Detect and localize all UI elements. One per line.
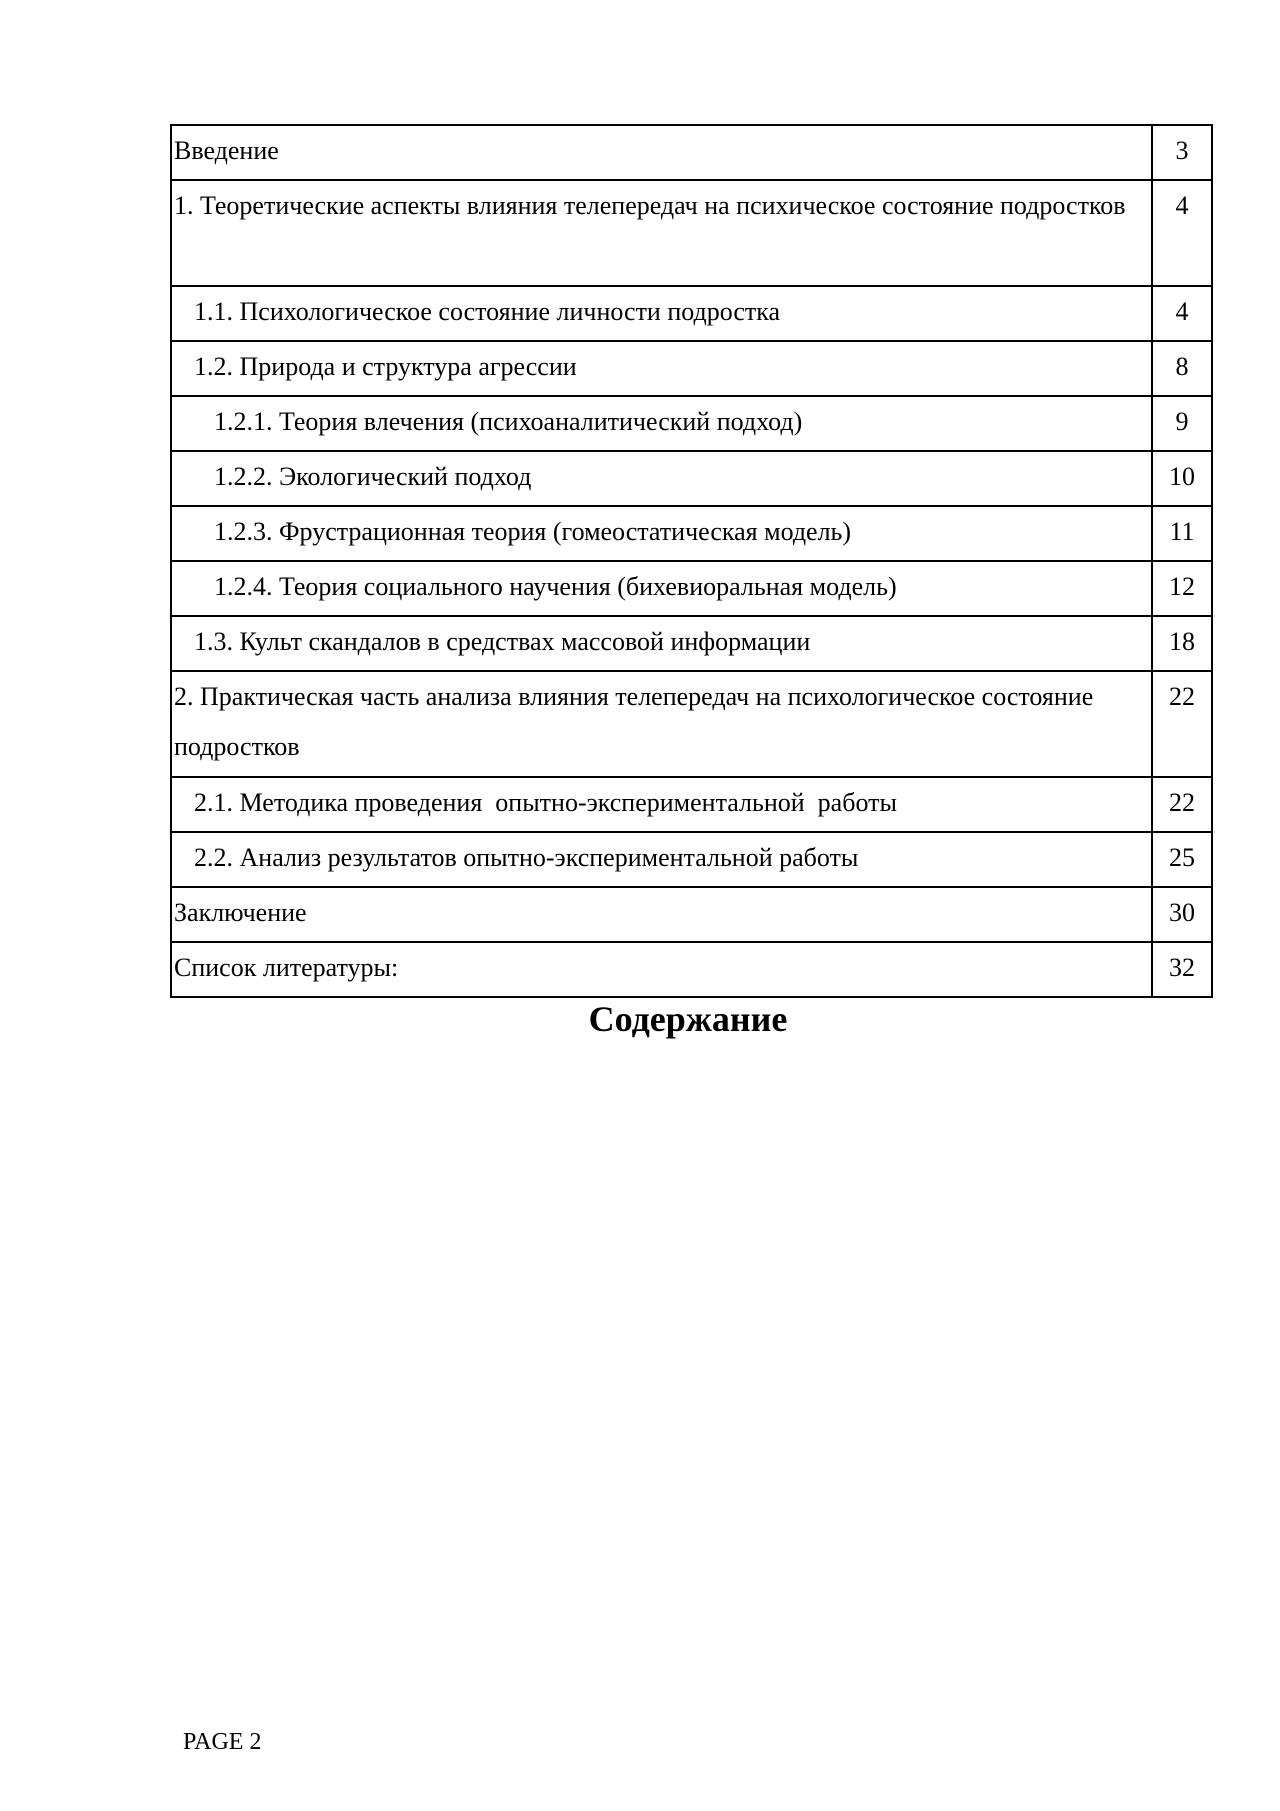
toc-row xyxy=(171,125,1212,180)
toc-row xyxy=(171,180,1212,286)
toc-entry-title xyxy=(171,887,1152,942)
toc-entry-text: 1.2.2. Экологический подход xyxy=(214,462,532,491)
toc-row xyxy=(171,942,1212,997)
toc-entry-text: Введение xyxy=(174,136,279,165)
toc-entry-text: 1.2.4. Теория социального научения (бихевиоральная модель) xyxy=(214,572,897,601)
toc-entry-text: Заключение xyxy=(174,898,307,927)
toc-row xyxy=(171,286,1212,341)
toc-entry-page: 11 xyxy=(1152,506,1212,561)
toc-entry-page: 30 xyxy=(1152,887,1212,942)
toc-row xyxy=(171,832,1212,887)
toc-entry-title xyxy=(171,180,1152,286)
toc-entry-text: 1.2.3. Фрустрационная теория (гомеостатическая модель) xyxy=(214,517,852,546)
toc-row xyxy=(171,396,1212,451)
toc-entry-page: 4 xyxy=(1152,286,1212,341)
toc-entry-page: 18 xyxy=(1152,616,1212,671)
toc-entry-page: 8 xyxy=(1152,341,1212,396)
toc-entry-title xyxy=(171,506,1152,561)
table-of-contents xyxy=(170,124,1213,998)
toc-entry-page: 32 xyxy=(1152,942,1212,997)
toc-row xyxy=(171,451,1212,506)
toc-entry-title xyxy=(171,451,1152,506)
toc-entry-page: 3 xyxy=(1152,125,1212,180)
toc-entry-title xyxy=(171,341,1152,396)
toc-entry-text: 1.2. Природа и структура агрессии xyxy=(194,352,577,381)
toc-entry-title xyxy=(171,942,1152,997)
toc-row xyxy=(171,671,1212,777)
toc-entry-title xyxy=(171,396,1152,451)
toc-entry-page: 10 xyxy=(1152,451,1212,506)
toc-entry-title xyxy=(171,777,1152,832)
toc-entry-page: 25 xyxy=(1152,832,1212,887)
toc-row xyxy=(171,341,1212,396)
toc-entry-title xyxy=(171,125,1152,180)
toc-row xyxy=(171,777,1212,832)
toc-entry-page: 22 xyxy=(1152,777,1212,832)
toc-entry-title xyxy=(171,616,1152,671)
toc-entry-title xyxy=(171,671,1152,777)
toc-entry-title xyxy=(171,286,1152,341)
toc-row xyxy=(171,506,1212,561)
toc-entry-text: Список литературы: xyxy=(174,953,399,982)
toc-entry-page: 9 xyxy=(1152,396,1212,451)
toc-row xyxy=(171,561,1212,616)
toc-entry-text: 2. Практическая часть анализа влияния телепередач на психологическое состояние подростков xyxy=(174,682,1100,761)
toc-entry-text: 1. Теоретические аспекты влияния телепередач на психическое состояние подростков xyxy=(174,191,1126,220)
toc-row xyxy=(171,887,1212,942)
toc-entry-text: 2.2. Анализ результатов опытно-экспериментальной работы xyxy=(194,843,859,872)
toc-entry-page: 4 xyxy=(1152,180,1212,286)
toc-entry-title xyxy=(171,561,1152,616)
toc-entry-text: 1.3. Культ скандалов в средствах массовой информации xyxy=(194,627,811,656)
toc-entry-page: 22 xyxy=(1152,671,1212,777)
toc-entry-page: 12 xyxy=(1152,561,1212,616)
document-heading: Содержание xyxy=(588,999,788,1039)
toc-entry-text: 1.1. Психологическое состояние личности подростка xyxy=(194,297,781,326)
toc-entry-text: 2.1. Методика проведения опытно-экспериментальной работы xyxy=(194,788,897,817)
page-number-footer: PAGE 2 xyxy=(183,1729,262,1755)
toc-entry-title xyxy=(171,832,1152,887)
toc-entry-text: 1.2.1. Теория влечения (психоаналитический подход) xyxy=(214,407,803,436)
toc-row xyxy=(171,616,1212,671)
